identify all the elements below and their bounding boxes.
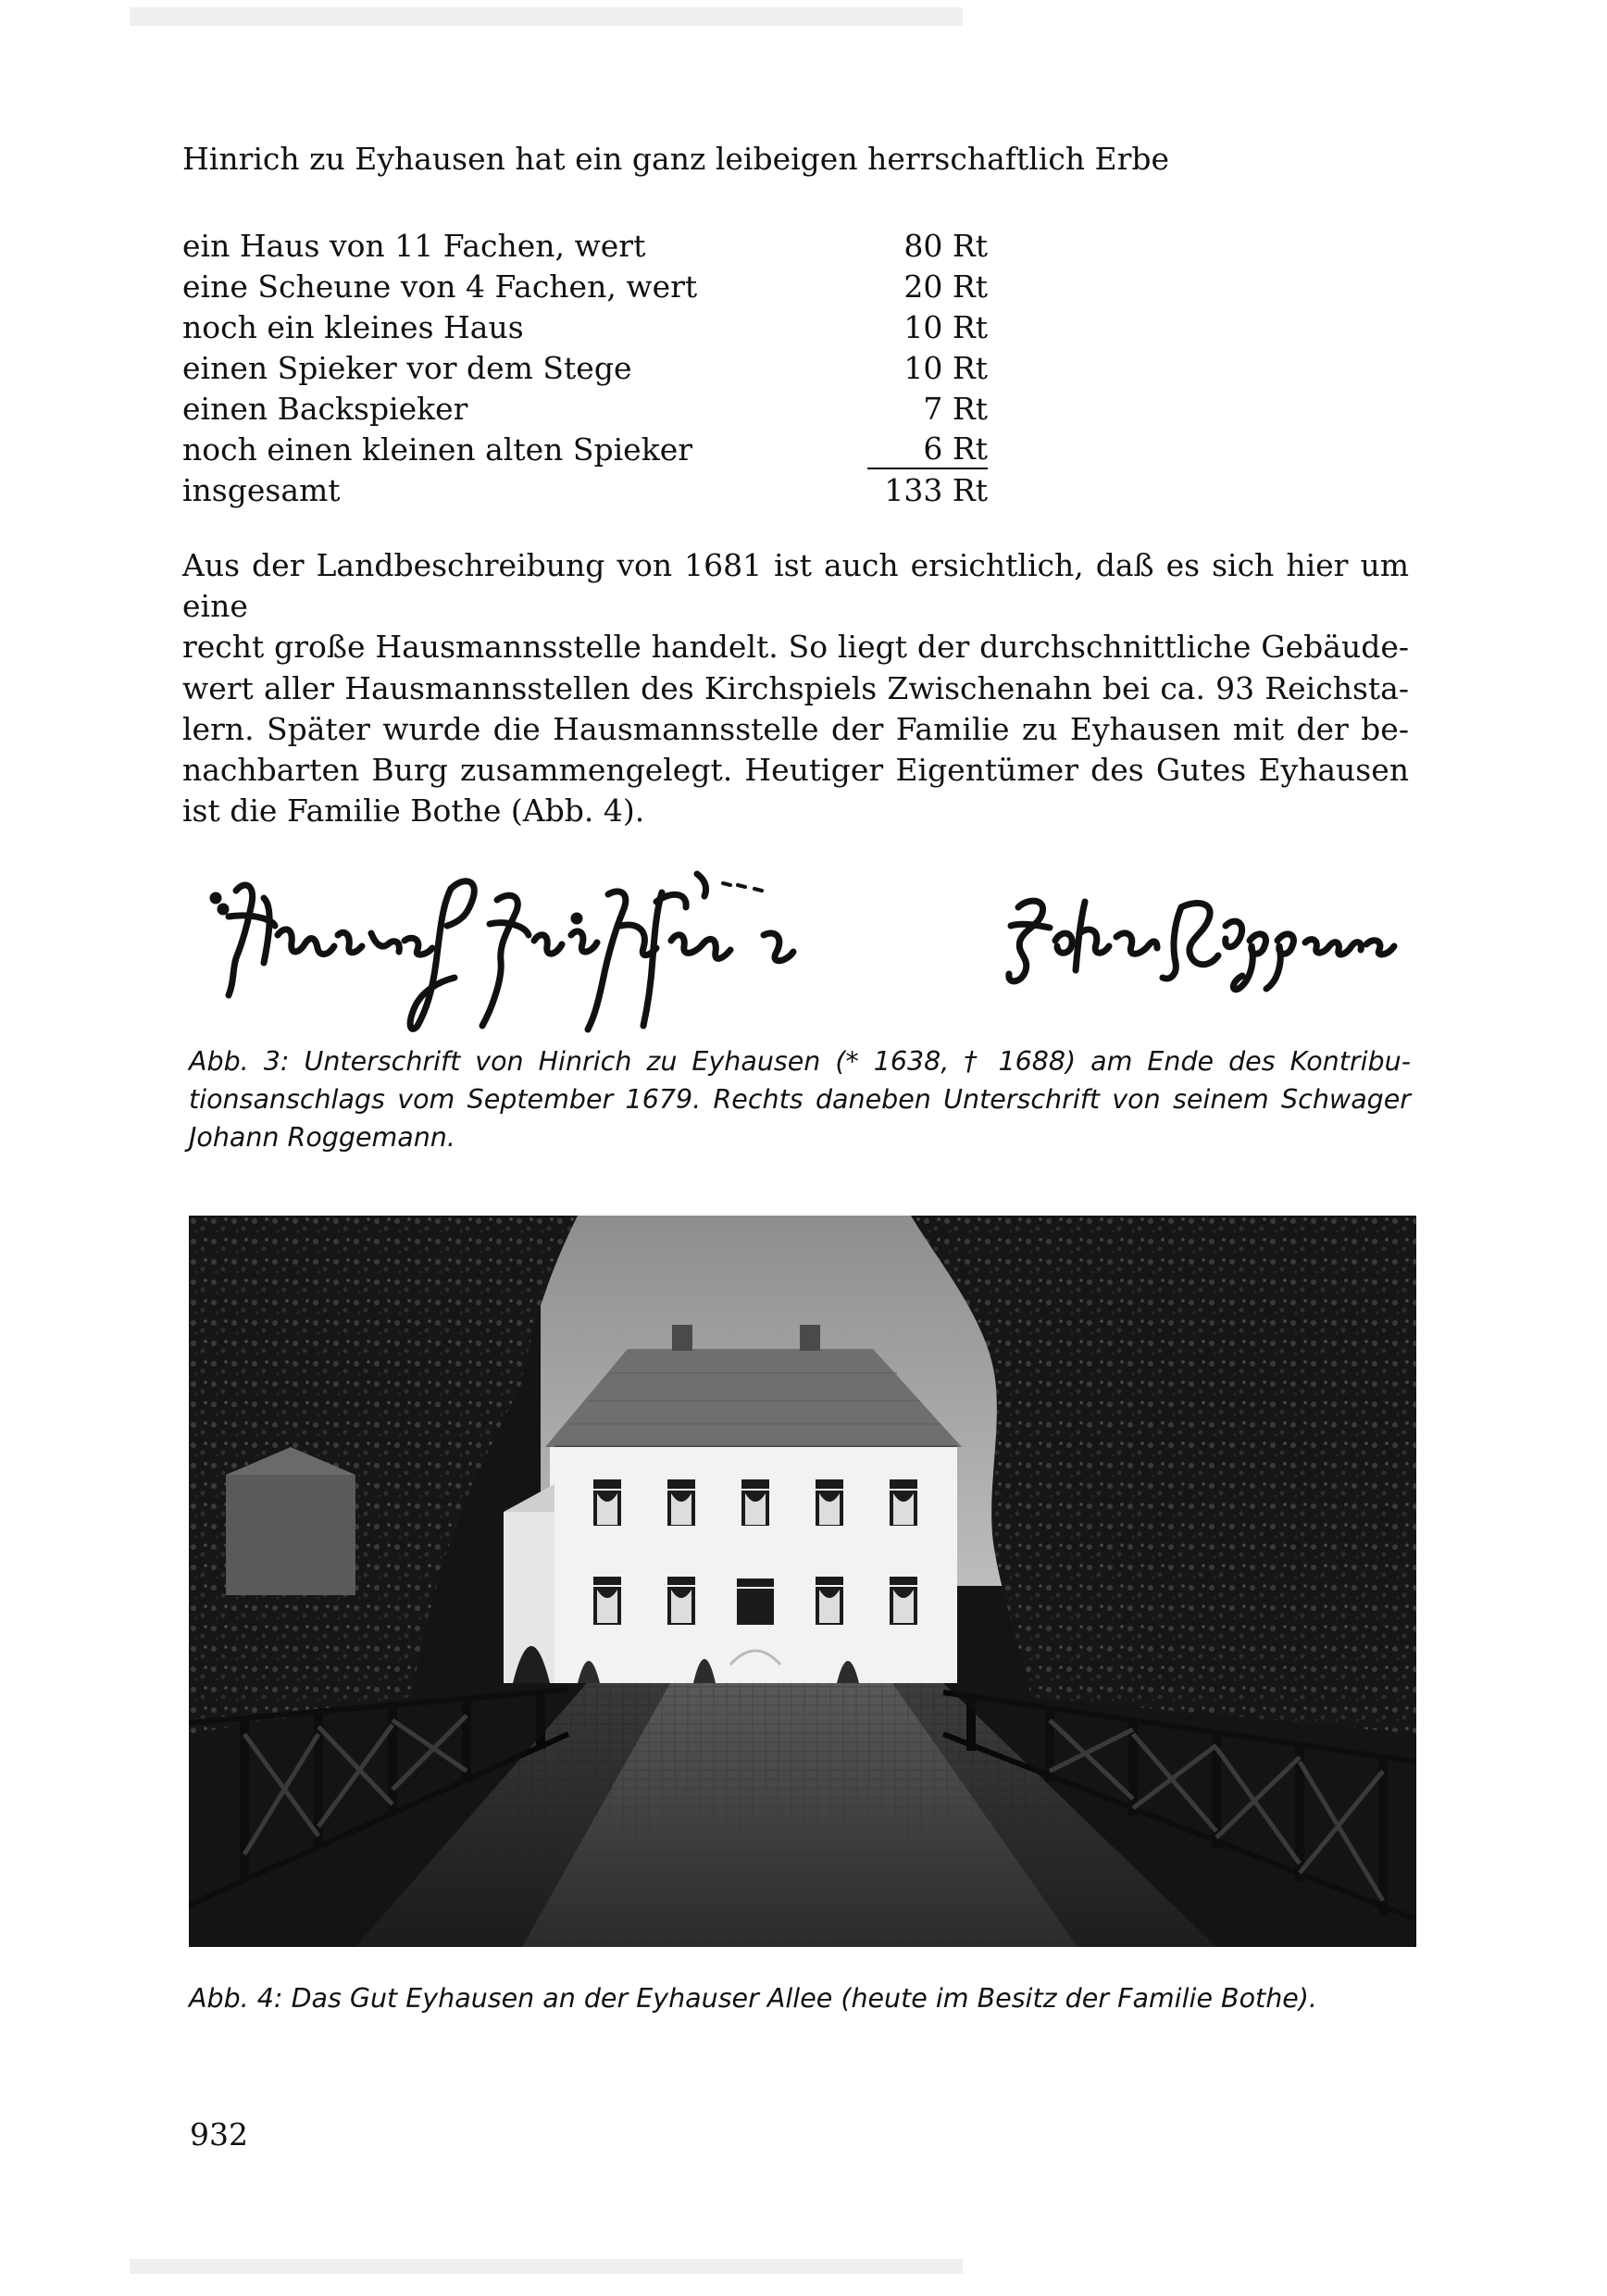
inventory-value: 80 Rt [903, 228, 988, 264]
figure-4-caption: Abb. 4: Das Gut Eyhausen an der Eyhauser Allee (heute im Besitz der Familie Bothe). [189, 1983, 1317, 2014]
paragraph-line: wert aller Hausmannsstellen des Kirchspiels Zwischenahn bei ca. 93 Reichsta- [182, 669, 1409, 706]
inventory-value: 10 Rt [903, 350, 988, 386]
inventory-value: 6 Rt [867, 430, 988, 469]
inventory-row [182, 348, 1006, 389]
signature-johan-roggeman [1000, 889, 1407, 1000]
paragraph-line: nachbarten Burg zusammengelegt. Heutiger Eigentümer des Gutes Eyhausen [182, 752, 1409, 789]
inventory-item: eine Scheune von 4 Fachen, wert [182, 268, 698, 305]
body-paragraph [182, 545, 1409, 831]
paragraph-line: recht große Hausmannsstelle handelt. So liegt der durchschnittliche Gebäude- [182, 629, 1409, 666]
inventory-row [182, 307, 1006, 348]
inventory-value: 20 Rt [903, 268, 988, 305]
paragraph-line: ist die Familie Bothe (Abb. 4). [182, 792, 645, 830]
inventory-item: einen Spieker vor dem Stege [182, 350, 632, 386]
photo-manor-house-illustration [189, 1216, 1416, 1947]
caption-line: Johann Roggemann. [189, 1122, 455, 1153]
paragraph-line: Aus der Landbeschreibung von 1681 ist auch ersichtlich, daß es sich hier um eine [182, 547, 1409, 625]
inventory-row [182, 267, 1006, 307]
scan-smudge-bottom [130, 2259, 963, 2274]
inventory-item: noch ein kleines Haus [182, 309, 524, 345]
paragraph-line: lern. Später wurde die Hausmannsstelle der Familie zu Eyhausen mit der be- [182, 710, 1409, 747]
inventory-row [182, 389, 1006, 430]
figure-3-caption [189, 1042, 1411, 1156]
inventory-value: 7 Rt [923, 391, 988, 427]
intro-line: Hinrich zu Eyhausen hat ein ganz leibeigen herrschaftlich Erbe [182, 141, 1170, 177]
inventory-value: 10 Rt [903, 309, 988, 345]
page-number: 932 [190, 2116, 248, 2152]
scan-smudge-top [130, 7, 963, 26]
inventory-total-label: insgesamt [182, 472, 341, 508]
caption-line: Abb. 3: Unterschrift von Hinrich zu Eyhausen (* 1638, † 1688) am Ende des Kontribu- [189, 1046, 1411, 1077]
inventory-item: ein Haus von 11 Fachen, wert [182, 228, 646, 264]
inventory-item: noch einen kleinen alten Spieker [182, 431, 692, 468]
inventory-total-value: 133 Rt [884, 472, 988, 508]
inventory-row [182, 226, 1006, 267]
inventory-table [182, 226, 1006, 511]
inventory-total-row [182, 470, 1006, 511]
photo-gut-eyhausen [189, 1216, 1416, 1947]
inventory-item: einen Backspieker [182, 391, 468, 427]
caption-line: tionsanschlags vom September 1679. Rechts daneben Unterschrift von seinem Schwager [189, 1084, 1411, 1115]
inventory-row [182, 430, 1006, 470]
signature-hinrich-zu-eyhausen [208, 870, 838, 1037]
